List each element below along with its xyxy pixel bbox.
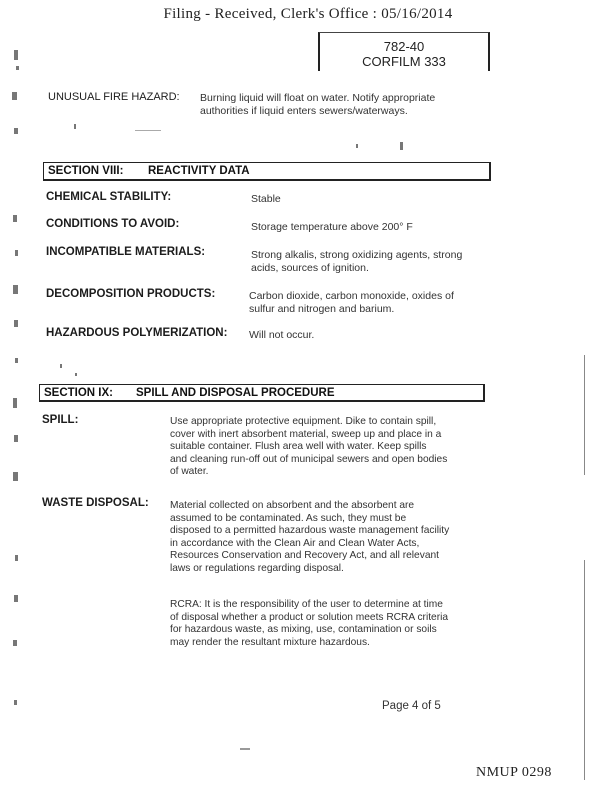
hazardous-polymerization-label: HAZARDOUS POLYMERIZATION: xyxy=(46,327,228,339)
incompatible-materials-value: Strong alkalis, strong oxidizing agents, strong acids, sources of ignition. xyxy=(251,249,463,274)
scan-edge-line xyxy=(584,355,585,475)
filing-stamp: Filing - Received, Clerk's Office : 05/16/2014 xyxy=(163,6,453,22)
scan-speck xyxy=(400,142,403,150)
section-8-number: SECTION VIII: xyxy=(48,165,124,177)
conditions-to-avoid-label: CONDITIONS TO AVOID: xyxy=(46,218,180,230)
product-name: CORFILM 333 xyxy=(362,54,446,69)
chemical-stability-value: Stable xyxy=(251,193,281,205)
product-code: 782-40 xyxy=(383,39,425,54)
section-9-title: SPILL AND DISPOSAL PROCEDURE xyxy=(136,387,335,399)
waste-disposal-text: Material collected on absorbent and the absorbent are assumed to be contaminated. As such, they must be disposed to a permitted hazardous waste management facility in accordance with the Clean Air and Clean Water Acts, Resources Conservation and Recovery Act, and all relevant laws or regulations regarding disposal. xyxy=(170,500,450,574)
scan-speck xyxy=(60,364,62,368)
scan-speck xyxy=(356,144,358,148)
waste-disposal-label: WASTE DISPOSAL: xyxy=(42,497,149,509)
scan-speck xyxy=(240,748,250,750)
section-8-title: REACTIVITY DATA xyxy=(148,165,250,177)
fire-hazard-label: UNUSUAL FIRE HAZARD: xyxy=(48,91,180,103)
scan-speck xyxy=(135,130,161,131)
incompatible-materials-label: INCOMPATIBLE MATERIALS: xyxy=(46,246,206,258)
product-id-box xyxy=(318,32,490,71)
page-number: Page 4 of 5 xyxy=(382,700,441,712)
hazardous-polymerization-value: Will not occur. xyxy=(249,329,315,341)
chemical-stability-label: CHEMICAL STABILITY: xyxy=(46,191,172,203)
bates-number: NMUP 0298 xyxy=(476,765,552,780)
spill-text: Use appropriate protective equipment. Dike to contain spill, cover with inert absorbent material, sweep up and place in a suitable container. Flush area well with water. Keep spills and cleaning run-off out of municipal sewers and open bodies of water. xyxy=(170,416,448,478)
section-8-header xyxy=(43,162,491,181)
scan-edge-line xyxy=(584,560,585,780)
scan-speck xyxy=(74,124,76,129)
section-9-number: SECTION IX: xyxy=(44,387,114,399)
decomposition-products-label: DECOMPOSITION PRODUCTS: xyxy=(46,288,216,300)
spill-label: SPILL: xyxy=(42,414,79,426)
section-9-header xyxy=(39,384,485,402)
fire-hazard-text: Burning liquid will float on water. Notify appropriate authorities if liquid enters sewers/waterways. xyxy=(200,92,436,117)
scan-margin-marks xyxy=(0,0,30,800)
decomposition-products-value: Carbon dioxide, carbon monoxide, oxides of sulfur and nitrogen and barium. xyxy=(249,290,454,315)
rcra-text: RCRA: It is the responsibility of the user to determine at time of disposal whether a product or solution meets RCRA criteria for hazardous waste, as mixing, use, contamination or soils may render the resultant mixture hazardous. xyxy=(170,599,449,648)
scan-speck xyxy=(75,373,77,376)
conditions-to-avoid-value: Storage temperature above 200° F xyxy=(251,221,413,233)
